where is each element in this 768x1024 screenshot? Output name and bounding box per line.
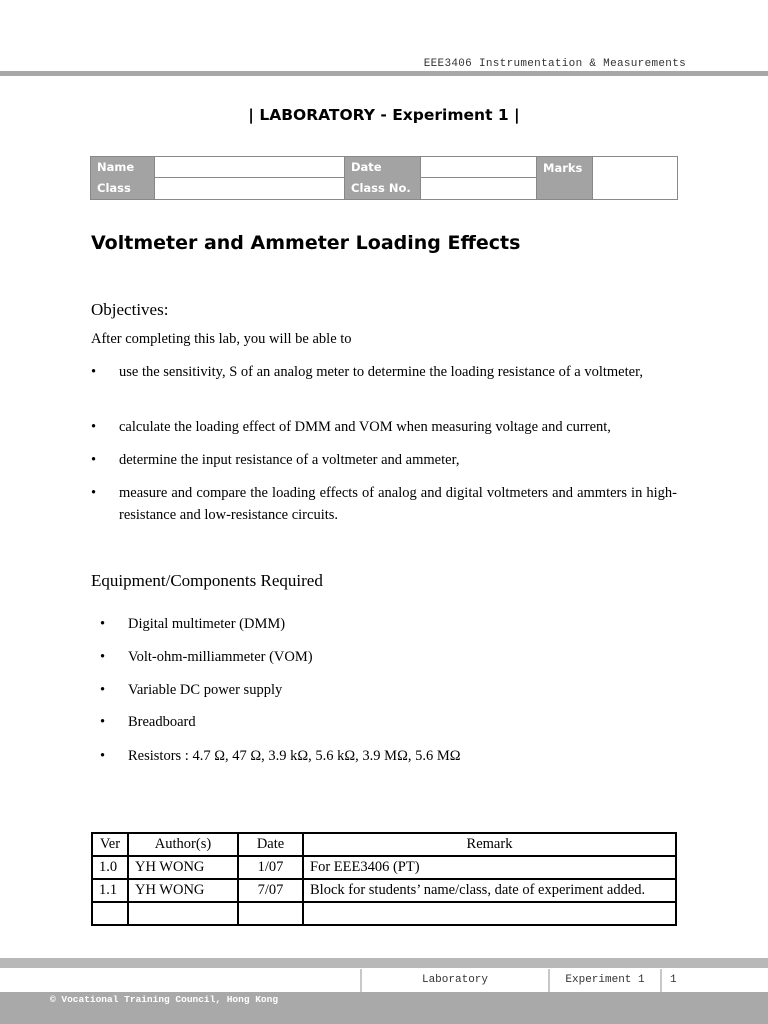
date-cell: 7/07 (238, 879, 303, 902)
author-cell: YH WONG (128, 879, 238, 902)
name-field[interactable] (154, 157, 344, 178)
bullet-icon: • (100, 748, 106, 764)
course-header: EEE3406 Instrumentation & Measurements (423, 58, 686, 70)
page-number: 1 (670, 974, 677, 986)
bullet-icon: • (100, 714, 106, 730)
date-cell: 1/07 (238, 856, 303, 879)
class-field[interactable] (154, 178, 344, 199)
marks-label: Marks (536, 157, 592, 199)
bullet-icon: • (91, 485, 97, 501)
column-header-remark: Remark (303, 833, 676, 856)
copyright: © Vocational Training Council, Hong Kong (50, 994, 279, 1005)
list-item (91, 416, 677, 438)
equipment-heading: Equipment/Components Required (91, 571, 323, 590)
list-item-text: Digital multimeter (DMM) (128, 616, 286, 632)
bullet-icon: • (100, 616, 106, 632)
bullet-icon: • (91, 364, 97, 380)
name-label: Name (91, 157, 154, 178)
list-item (91, 482, 677, 526)
column-header-date: Date (238, 833, 303, 856)
list-item (100, 711, 196, 733)
list-item-text: Variable DC power supply (128, 682, 283, 698)
bullet-icon: • (91, 419, 97, 435)
author-cell (128, 902, 238, 925)
student-info-table (90, 156, 678, 200)
date-label: Date (344, 157, 420, 178)
list-item (100, 646, 313, 668)
ver-cell: 1.0 (92, 856, 128, 879)
list-item-text: Resistors : 4.7 Ω, 47 Ω, 3.9 kΩ, 5.6 kΩ, 3.9 MΩ, 5.6 MΩ (128, 748, 461, 764)
marks-field[interactable] (592, 157, 677, 199)
list-item-text: use the sensitivity, S of an analog meter to determine the loading resistance of a voltmeter, (119, 364, 643, 380)
revision-table (91, 832, 677, 926)
objectives-heading: Objectives: (91, 300, 169, 319)
list-item-text: Volt-ohm-milliammeter (VOM) (128, 649, 313, 665)
lab-title: | LABORATORY - Experiment 1 | (248, 106, 520, 124)
table-row (92, 902, 676, 925)
class-no-label: Class No. (344, 178, 420, 199)
list-item (100, 745, 461, 767)
table-row (92, 856, 676, 879)
bullet-icon: • (100, 682, 106, 698)
list-item (91, 361, 677, 383)
ver-cell (92, 902, 128, 925)
remark-cell: For EEE3406 (PT) (303, 856, 676, 879)
footer-divider (660, 969, 662, 992)
row-divider (154, 177, 344, 178)
footer-experiment: Experiment 1 (565, 974, 645, 986)
list-item (100, 613, 285, 635)
list-item-text: Breadboard (128, 714, 196, 730)
document-title: Voltmeter and Ammeter Loading Effects (91, 232, 521, 254)
column-header-authors: Author(s) (128, 833, 238, 856)
class-label: Class (91, 178, 154, 199)
list-item (100, 679, 282, 701)
footer-section: Laboratory (421, 974, 488, 986)
list-item-text: calculate the loading effect of DMM and VOM when measuring voltage and current, (119, 419, 611, 435)
list-item (91, 449, 677, 471)
footer (0, 969, 768, 992)
author-cell: YH WONG (128, 856, 238, 879)
remark-cell (303, 902, 676, 925)
list-item-text: measure and compare the loading effects of analog and digital voltmeters and ammters in high-resistance and low-resistance circuits. (119, 485, 677, 523)
date-cell (238, 902, 303, 925)
ver-cell: 1.1 (92, 879, 128, 902)
table-header-row (92, 833, 676, 856)
bullet-icon: • (100, 649, 106, 665)
table-row (92, 879, 676, 902)
footer-rule (0, 958, 768, 968)
remark-cell: Block for students’ name/class, date of experiment added. (303, 879, 676, 902)
bullet-icon: • (91, 452, 97, 468)
list-item-text: determine the input resistance of a voltmeter and ammeter, (119, 452, 460, 468)
column-header-ver: Ver (92, 833, 128, 856)
date-field[interactable] (420, 157, 536, 178)
row-divider (420, 177, 536, 178)
header-rule (0, 71, 768, 76)
objectives-intro: After completing this lab, you will be able to (91, 331, 352, 347)
class-no-field[interactable] (420, 178, 536, 199)
